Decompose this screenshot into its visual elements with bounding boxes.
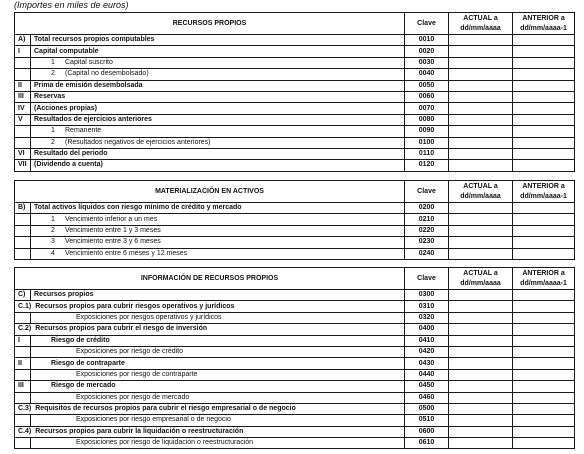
row-clave: 0510	[405, 415, 449, 426]
anterior-value-cell[interactable]	[513, 301, 575, 312]
row-code	[15, 248, 31, 259]
anterior-header: ANTERIOR a dd/mm/aaaa-1	[513, 13, 575, 35]
row-code: I	[15, 46, 31, 57]
section-header-row	[15, 181, 575, 203]
materializacion-activos-table	[14, 180, 575, 260]
anterior-value-cell[interactable]	[513, 358, 575, 369]
row-clave: 0010	[405, 35, 449, 46]
table-row	[15, 426, 575, 437]
actual-value-cell[interactable]	[449, 126, 513, 137]
actual-value-cell[interactable]	[449, 438, 513, 449]
row-label	[31, 114, 405, 125]
actual-value-cell[interactable]	[449, 103, 513, 114]
row-label	[31, 237, 405, 248]
row-text: Reservas	[34, 93, 66, 101]
row-clave: 0310	[405, 301, 449, 312]
clave-header: Clave	[405, 13, 449, 35]
row-code	[15, 438, 31, 449]
anterior-value-cell[interactable]	[513, 438, 575, 449]
row-code	[15, 69, 31, 80]
anterior-value-cell[interactable]	[513, 248, 575, 259]
actual-value-cell[interactable]	[449, 403, 513, 414]
anterior-value-cell[interactable]	[513, 91, 575, 102]
row-clave: 0050	[405, 80, 449, 91]
row-clave: 0430	[405, 358, 449, 369]
recursos-propios-table	[14, 12, 575, 172]
row-label	[31, 148, 405, 159]
anterior-value-cell[interactable]	[513, 137, 575, 148]
row-text: Vencimiento entre 1 y 3 meses	[65, 226, 161, 234]
row-text: Riesgo de mercado	[51, 382, 116, 390]
row-text: Exposiciones por riesgo de contraparte	[76, 370, 198, 378]
row-code: B)	[15, 203, 31, 214]
row-code: II	[15, 358, 31, 369]
actual-value-cell[interactable]	[449, 114, 513, 125]
row-number: 3	[51, 238, 55, 246]
row-code	[15, 225, 31, 236]
anterior-value-cell[interactable]	[513, 290, 575, 301]
row-clave: 0320	[405, 312, 449, 323]
anterior-value-cell[interactable]	[513, 148, 575, 159]
table-row	[15, 57, 575, 68]
row-clave: 0600	[405, 426, 449, 437]
row-text: Recursos propios para cubrir la liquidación o reestructuración	[35, 427, 244, 435]
row-code	[15, 312, 31, 323]
table-row	[15, 335, 575, 346]
row-code: A)	[15, 35, 31, 46]
row-code: I	[15, 335, 31, 346]
row-label	[31, 80, 405, 91]
actual-value-cell[interactable]	[449, 335, 513, 346]
anterior-value-cell[interactable]	[513, 69, 575, 80]
row-label	[31, 358, 405, 369]
anterior-value-cell[interactable]	[513, 114, 575, 125]
anterior-value-cell[interactable]	[513, 57, 575, 68]
row-text: Exposiciones por riesgo de liquidación o reestructuración	[76, 439, 254, 447]
row-clave: 0220	[405, 225, 449, 236]
clave-header: Clave	[405, 181, 449, 203]
row-label	[31, 225, 405, 236]
table-row	[15, 403, 575, 414]
row-clave: 0230	[405, 237, 449, 248]
row-code: IV	[15, 103, 31, 114]
section-title: RECURSOS PROPIOS	[15, 13, 405, 35]
row-clave: 0500	[405, 403, 449, 414]
clave-header: Clave	[405, 268, 449, 290]
row-text: Resultado del periodo	[34, 150, 108, 158]
row-code	[15, 392, 31, 403]
row-label	[31, 160, 405, 171]
row-number: 1	[51, 58, 55, 66]
row-text: Total activos líquidos con riesgo mínimo de crédito y mercado	[34, 204, 242, 212]
row-label	[31, 369, 405, 380]
row-number: 2	[51, 226, 55, 234]
table-row	[15, 91, 575, 102]
anterior-value-cell[interactable]	[513, 392, 575, 403]
row-label	[31, 35, 405, 46]
row-code: C)	[15, 290, 31, 301]
row-label	[31, 312, 405, 323]
row-code	[15, 415, 31, 426]
anterior-value-cell[interactable]	[513, 160, 575, 171]
row-label	[31, 392, 405, 403]
table-row	[15, 225, 575, 236]
row-text: Prima de emisión desembolsada	[34, 81, 143, 89]
row-clave: 0090	[405, 126, 449, 137]
row-clave: 0240	[405, 248, 449, 259]
row-clave: 0030	[405, 57, 449, 68]
table-row	[15, 369, 575, 380]
actual-value-cell[interactable]	[449, 91, 513, 102]
row-text: Vencimiento inferior a un mes	[65, 215, 158, 223]
row-code: III	[15, 381, 31, 392]
row-label	[31, 91, 405, 102]
table-row	[15, 415, 575, 426]
table-row	[15, 126, 575, 137]
table-row	[15, 248, 575, 259]
table-row	[15, 46, 575, 57]
row-label	[15, 426, 405, 437]
actual-value-cell[interactable]	[449, 57, 513, 68]
anterior-header: ANTERIOR a dd/mm/aaaa-1	[513, 268, 575, 290]
actual-value-cell[interactable]	[449, 346, 513, 357]
anterior-value-cell[interactable]	[513, 103, 575, 114]
section-title: MATERIALIZACIÓN EN ACTIVOS	[15, 181, 405, 203]
row-label	[31, 335, 405, 346]
row-code	[15, 57, 31, 68]
row-text: (Resultados negativos de ejercicios anteriores)	[65, 138, 211, 146]
actual-value-cell[interactable]	[449, 248, 513, 259]
table-row	[15, 137, 575, 148]
anterior-value-cell[interactable]	[513, 225, 575, 236]
row-clave: 0450	[405, 381, 449, 392]
row-clave: 0110	[405, 148, 449, 159]
row-label	[31, 381, 405, 392]
row-clave: 0120	[405, 160, 449, 171]
row-label	[15, 324, 405, 335]
table-row	[15, 438, 575, 449]
row-text: (Dividendo a cuenta)	[34, 161, 103, 169]
row-label	[31, 438, 405, 449]
section-header-row	[15, 268, 575, 290]
anterior-value-cell[interactable]	[513, 381, 575, 392]
row-code: VII	[15, 160, 31, 171]
row-text: Remanente	[65, 127, 102, 135]
table-row	[15, 346, 575, 357]
row-clave: 0040	[405, 69, 449, 80]
actual-value-cell[interactable]	[449, 80, 513, 91]
row-clave: 0080	[405, 114, 449, 125]
table-row	[15, 237, 575, 248]
row-code	[15, 137, 31, 148]
actual-header: ACTUAL a dd/mm/aaaa	[449, 13, 513, 35]
row-label	[31, 346, 405, 357]
actual-value-cell[interactable]	[449, 358, 513, 369]
anterior-header: ANTERIOR a dd/mm/aaaa-1	[513, 181, 575, 203]
actual-value-cell[interactable]	[449, 35, 513, 46]
row-label	[31, 415, 405, 426]
table-row	[15, 312, 575, 323]
row-text: Resultados de ejercicios anteriores	[34, 115, 152, 123]
row-clave: 0020	[405, 46, 449, 57]
row-label	[31, 126, 405, 137]
table-row	[15, 324, 575, 335]
table-row	[15, 80, 575, 91]
row-label	[31, 137, 405, 148]
actual-value-cell[interactable]	[449, 312, 513, 323]
actual-value-cell[interactable]	[449, 203, 513, 214]
anterior-value-cell[interactable]	[513, 415, 575, 426]
row-text: Exposiciones por riesgo de crédito	[76, 348, 184, 356]
actual-value-cell[interactable]	[449, 225, 513, 236]
table-row	[15, 35, 575, 46]
row-code: C.1)	[18, 302, 32, 310]
actual-value-cell[interactable]	[449, 160, 513, 171]
row-clave: 0060	[405, 91, 449, 102]
row-clave: 0100	[405, 137, 449, 148]
row-code	[15, 346, 31, 357]
row-label	[15, 403, 405, 414]
row-label	[31, 290, 405, 301]
anterior-value-cell[interactable]	[513, 214, 575, 225]
actual-value-cell[interactable]	[449, 381, 513, 392]
row-text: (Capital no desembolsado)	[65, 70, 149, 78]
row-text: Riesgo de crédito	[51, 336, 110, 344]
row-clave: 0200	[405, 203, 449, 214]
row-text: Riesgo de contraparte	[51, 359, 125, 367]
actual-value-cell[interactable]	[449, 137, 513, 148]
table-row	[15, 358, 575, 369]
row-label	[31, 57, 405, 68]
row-code: V	[15, 114, 31, 125]
anterior-value-cell[interactable]	[513, 80, 575, 91]
actual-header: ACTUAL a dd/mm/aaaa	[449, 268, 513, 290]
row-clave: 0460	[405, 392, 449, 403]
row-code: C.2)	[18, 325, 32, 333]
anterior-value-cell[interactable]	[513, 369, 575, 380]
row-label	[31, 46, 405, 57]
row-code	[15, 237, 31, 248]
anterior-value-cell[interactable]	[513, 312, 575, 323]
informacion-recursos-propios-table	[14, 267, 575, 449]
row-text: Recursos propios	[34, 291, 94, 299]
actual-value-cell[interactable]	[449, 69, 513, 80]
table-row	[15, 69, 575, 80]
table-row	[15, 103, 575, 114]
actual-value-cell[interactable]	[449, 148, 513, 159]
amounts-note: (Importes en miles de euros)	[14, 0, 129, 10]
row-text: Exposiciones por riesgo empresarial o de negocio	[76, 416, 231, 424]
row-number: 4	[51, 249, 55, 257]
table-row	[15, 381, 575, 392]
actual-value-cell[interactable]	[449, 369, 513, 380]
row-number: 2	[51, 138, 55, 146]
anterior-value-cell[interactable]	[513, 403, 575, 414]
actual-value-cell[interactable]	[449, 46, 513, 57]
row-clave: 0420	[405, 346, 449, 357]
row-text: Vencimiento entre 3 y 6 meses	[65, 238, 161, 246]
row-clave: 0410	[405, 335, 449, 346]
row-clave: 0070	[405, 103, 449, 114]
row-label	[15, 301, 405, 312]
actual-value-cell[interactable]	[449, 290, 513, 301]
row-text: Total recursos propios computables	[34, 36, 155, 44]
table-row	[15, 214, 575, 225]
table-row	[15, 392, 575, 403]
table-row	[15, 203, 575, 214]
actual-value-cell[interactable]	[449, 426, 513, 437]
table-row	[15, 160, 575, 171]
row-clave: 0300	[405, 290, 449, 301]
row-clave: 0610	[405, 438, 449, 449]
actual-header: ACTUAL a dd/mm/aaaa	[449, 181, 513, 203]
row-code	[15, 126, 31, 137]
actual-value-cell[interactable]	[449, 237, 513, 248]
anterior-value-cell[interactable]	[513, 237, 575, 248]
row-label	[31, 103, 405, 114]
anterior-value-cell[interactable]	[513, 324, 575, 335]
actual-value-cell[interactable]	[449, 214, 513, 225]
row-code: C.4)	[18, 427, 32, 435]
actual-value-cell[interactable]	[449, 415, 513, 426]
row-label	[31, 214, 405, 225]
row-code: C.3)	[18, 405, 32, 413]
row-text: (Acciones propias)	[34, 104, 98, 112]
section-title: INFORMACIÓN DE RECURSOS PROPIOS	[15, 268, 405, 290]
row-code: II	[15, 80, 31, 91]
anterior-value-cell[interactable]	[513, 35, 575, 46]
row-number: 1	[51, 127, 55, 135]
row-label	[31, 203, 405, 214]
row-label	[31, 248, 405, 259]
table-row	[15, 148, 575, 159]
table-row	[15, 290, 575, 301]
row-clave: 0400	[405, 324, 449, 335]
row-clave: 0210	[405, 214, 449, 225]
anterior-value-cell[interactable]	[513, 346, 575, 357]
row-text: Requisitos de recursos propios para cubrir el riesgo empresarial o de negocio	[35, 405, 296, 413]
table-row	[15, 114, 575, 125]
row-clave: 0440	[405, 369, 449, 380]
row-text: Capital computable	[34, 47, 99, 55]
actual-value-cell[interactable]	[449, 324, 513, 335]
actual-value-cell[interactable]	[449, 392, 513, 403]
anterior-value-cell[interactable]	[513, 126, 575, 137]
row-number: 2	[51, 70, 55, 78]
row-text: Exposiciones por riesgo de mercado	[76, 393, 190, 401]
row-label	[31, 69, 405, 80]
row-number: 1	[51, 215, 55, 223]
anterior-value-cell[interactable]	[513, 335, 575, 346]
section-header-row	[15, 13, 575, 35]
table-row	[15, 301, 575, 312]
row-text: Recursos propios para cubrir el riesgo de inversión	[35, 325, 208, 333]
anterior-value-cell[interactable]	[513, 426, 575, 437]
row-code: III	[15, 91, 31, 102]
anterior-value-cell[interactable]	[513, 46, 575, 57]
row-text: Vencimiento entre 6 meses y 12 meses	[65, 249, 188, 257]
row-code	[15, 369, 31, 380]
actual-value-cell[interactable]	[449, 301, 513, 312]
row-text: Exposiciones por riesgos operativos y jurídicos	[76, 313, 222, 321]
row-text: Capital suscrito	[65, 58, 113, 66]
anterior-value-cell[interactable]	[513, 203, 575, 214]
row-code: VI	[15, 148, 31, 159]
row-code	[15, 214, 31, 225]
row-text: Recursos propios para cubrir riesgos operativos y jurídicos	[35, 302, 235, 310]
